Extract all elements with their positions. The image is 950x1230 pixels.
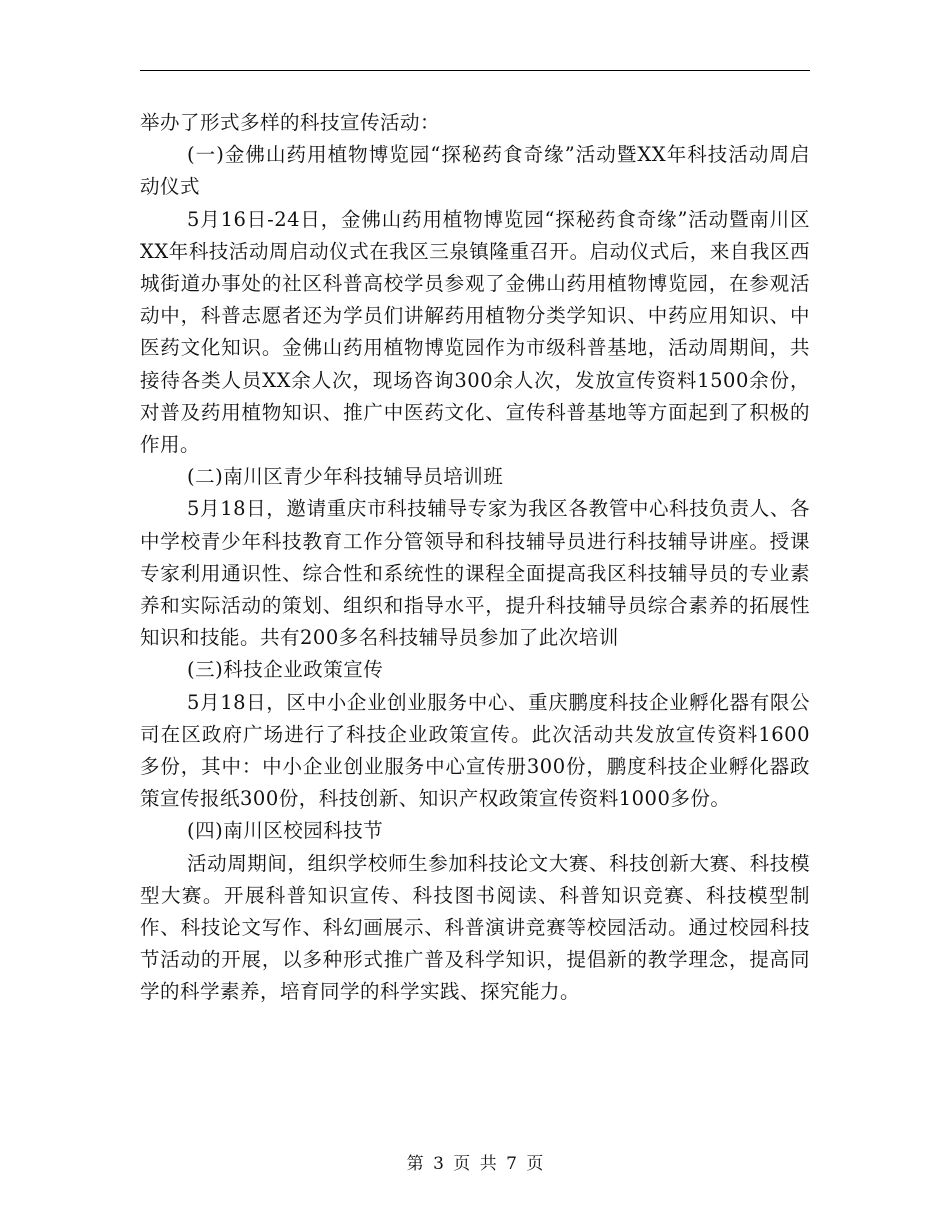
section-heading-4: (四)南川区校园科技节 [187, 819, 384, 843]
section-heading-3: (三)科技企业政策宣传 [187, 658, 384, 682]
page-number-footer: 第 3 页 共 7 页 [406, 1154, 544, 1174]
paragraph-section-1: 5月16日-24日，金佛山药用植物博览园“探秘药食奇缘”活动暨南川区XX年科技活动周启动仪式在我区三泉镇隆重召开。启动仪式后，来自我区西城街道办事处的社区科普高校学员参观了金佛山药用植物博览园，在参观活动中，科普志愿者还为学员们讲解药用植物分类学知识、中药应用知识、中医药文化知识。金佛山药用植物博览园作为市级科普基地，活动周期间，共接待各类人员XX余人次，现场咨询300余人次，发放宣传资料1500余份，对普及药用植物知识、推广中医药文化、宣传科普基地等方面起到了积极的作用。 [140, 207, 810, 457]
document-body [140, 107, 810, 1009]
header-rule [140, 70, 810, 71]
section-heading-1: (一)金佛山药用植物博览园“探秘药食奇缘”活动暨XX年科技活动周启动仪式 [140, 143, 810, 199]
section-heading-2: (二)南川区青少年科技辅导员培训班 [187, 465, 504, 489]
paragraph-section-3: 5月18日，区中小企业创业服务中心、重庆鹏度科技企业孵化器有限公司在区政府广场进行了科技企业政策宣传。此次活动共发放宣传资料1600多份，其中：中小企业创业服务中心宣传册300份，鹏度科技企业孵化器政策宣传报纸300份，科技创新、知识产权政策宣传资料1000多份。 [140, 690, 810, 811]
paragraph-section-4: 活动周期间，组织学校师生参加科技论文大赛、科技创新大赛、科技模型大赛。开展科普知识宣传、科技图书阅读、科普知识竞赛、科技模型制作、科技论文写作、科幻画展示、科普演讲竞赛等校园活动。通过校园科技节活动的开展，以多种形式推广普及科学知识，提倡新的教学理念，提高同学的科学素养，培育同学的科学实践、探究能力。 [140, 851, 810, 1004]
paragraph-intro: 举办了形式多样的科技宣传活动： [140, 111, 441, 134]
paragraph-section-2: 5月18日，邀请重庆市科技辅导专家为我区各教管中心科技负责人、各中学校青少年科技教育工作分管领导和科技辅导员进行科技辅导讲座。授课专家利用通识性、综合性和系统性的课程全面提高我区科技辅导员的专业素养和实际活动的策划、组织和指导水平，提升科技辅导员综合素养的拓展性知识和技能。共有200多名科技辅导员参加了此次培训 [140, 497, 810, 650]
